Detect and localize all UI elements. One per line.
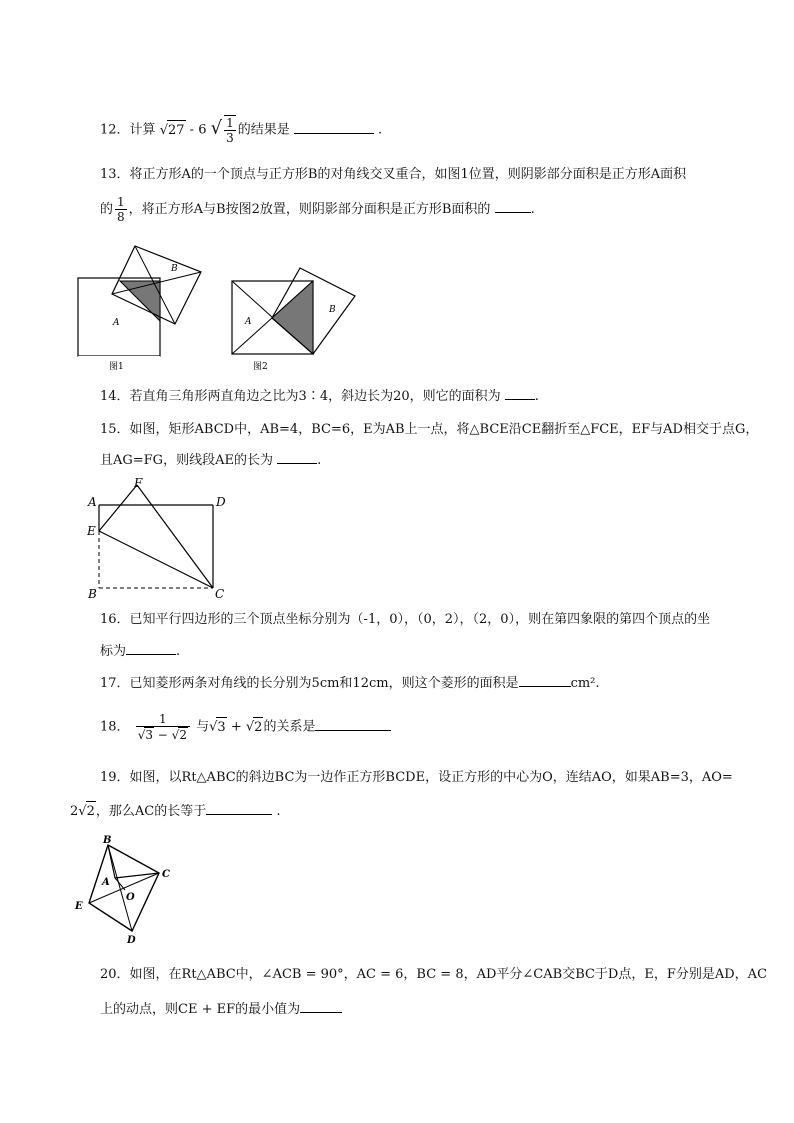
question-number: 12．	[100, 122, 130, 138]
label-e: E	[87, 524, 96, 538]
fraction-1-3: $\frac{1}{3}$	[226, 116, 234, 145]
answer-blank[interactable]	[300, 1000, 342, 1013]
question-13: 13．将正方形A的一个顶点与正方形B的对角线交叉重合，如图1位置，则阴影部分面积是正方形A面积	[100, 167, 687, 182]
answer-blank[interactable]	[206, 802, 272, 815]
question-18: 18． $\frac{1}{√3 - √2}$ 与√3 + √2的关系是	[100, 712, 391, 742]
question-15-line2: 且AG=FG，则线段AE的长为 .	[100, 453, 322, 468]
label-a: A	[88, 495, 97, 509]
question-number: 16．	[100, 612, 130, 627]
answer-blank[interactable]	[294, 121, 374, 134]
answer-blank[interactable]	[505, 387, 535, 400]
label-b: B	[329, 305, 336, 315]
label-c: C	[162, 869, 170, 880]
question-16-line2: 标为 .	[100, 644, 181, 659]
question-number: 19．	[100, 770, 130, 785]
question-19-line2: 2√2，那么AC的长等于 .	[70, 801, 280, 822]
sqrt-27: √27	[160, 123, 186, 138]
figure-19	[70, 833, 180, 951]
question-14: 14．若直角三角形两直角边之比为3∶4，斜边长为20，则它的面积为 .	[100, 389, 539, 404]
label-b: B	[88, 587, 97, 601]
question-15: 15．如图，矩形ABCD中，AB=4，BC=6，E为AB上一点，将△BCE沿CE翻折至△FCE，EF与AD相交于点G，	[100, 422, 759, 437]
figure-2	[232, 268, 355, 372]
figure-1	[78, 246, 201, 372]
label-d: D	[216, 495, 226, 509]
label-b: B	[171, 264, 178, 274]
caption-1: 图1	[109, 362, 124, 372]
question-12: 12．计算 √27 - 6 √ $\frac{1}{3}$ 的结果是 .	[100, 116, 383, 145]
figure-13	[75, 238, 365, 378]
question-number: 17．	[100, 676, 130, 691]
fraction-1-over-sqrt3-minus-sqrt2: $\frac{1}{√3 - √2}$	[136, 712, 190, 742]
answer-blank[interactable]	[315, 718, 391, 731]
label-a: A	[102, 877, 110, 888]
question-number: 14．	[100, 389, 130, 404]
question-number: 18．	[100, 719, 130, 735]
answer-blank[interactable]	[495, 200, 531, 213]
label-d: D	[127, 935, 136, 946]
label-f: F	[134, 476, 143, 490]
caption-2: 图2	[253, 362, 268, 372]
question-number: 13．	[100, 167, 130, 182]
answer-blank[interactable]	[277, 451, 317, 464]
sqrt-fraction: √	[210, 117, 223, 139]
label-e: E	[75, 901, 83, 912]
question-number: 15．	[100, 422, 130, 437]
label-a: A	[245, 317, 252, 327]
question-17: 17．已知菱形两条对角线的长分别为5cm和12cm，则这个菱形的面积是 cm².	[100, 676, 600, 691]
answer-blank[interactable]	[519, 674, 571, 687]
label-o: O	[126, 892, 135, 903]
question-20: 20．如图，在Rt△ABC中，∠ACB = 90°，AC = 6，BC = 8，AD平分∠CAB交BC于D点，E，F分别是AD，AC	[100, 967, 768, 982]
question-13-line2: 的 $\frac{1}{8}$ ，将正方形A与B按图2放置，则阴影部分面积是正方形B面积的 .	[100, 195, 535, 224]
label-c: C	[215, 587, 225, 601]
label-a: A	[113, 318, 120, 328]
answer-blank[interactable]	[126, 642, 176, 655]
question-20-line2: 上的动点，则CE + EF的最小值为	[100, 1000, 342, 1020]
fraction-1-8: $\frac{1}{8}$	[117, 195, 125, 224]
question-19: 19．如图，以Rt△ABC的斜边BC为一边作正方形BCDE，设正方形的中心为O，连结AO，如果AB=3，AO=	[100, 770, 733, 785]
label-b: B	[103, 835, 112, 846]
question-16: 16．已知平行四边形的三个顶点坐标分别为（-1，0），（0，2），（2，0），则在第四象限的第四个顶点的坐	[100, 612, 711, 627]
question-number: 20．	[100, 967, 130, 982]
figure-15	[80, 475, 240, 605]
